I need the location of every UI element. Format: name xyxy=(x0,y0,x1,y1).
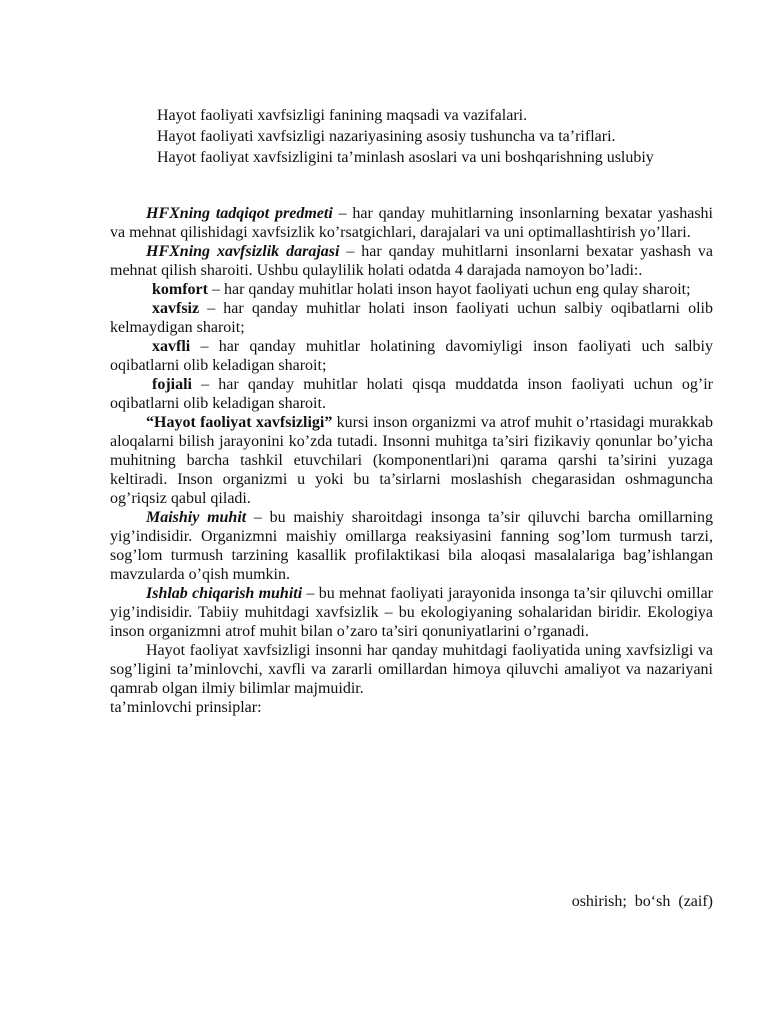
term: xavfli xyxy=(152,338,191,355)
paragraph-fojiali xyxy=(110,375,713,413)
topic-line: Hayot faoliyati xavfsizligi fanining maqsadi va vazifalari. xyxy=(157,107,528,124)
term: komfort xyxy=(152,281,208,298)
paragraph-production-environment xyxy=(110,584,713,641)
definition: – har qanday muhitlarning insonlarning bexatar yashashi va mehnat qilishidagi xavfsizlik ko’rsatgichlari, darajalari va uni optimallashtirish yo’llari. xyxy=(110,205,713,241)
paragraph-research-subject xyxy=(110,204,713,242)
paragraph-safety-level xyxy=(110,242,713,280)
document-body xyxy=(110,204,713,717)
term: HFXning xavfsizlik darajasi xyxy=(146,243,340,260)
definition: – har qanday muhitlar holatining davomiyligi inson faoliyati uch salbiy oqibatlarni olib keladigan sharoit; xyxy=(110,338,713,374)
paragraph-definition-hfx xyxy=(110,641,713,698)
term: HFXning tadqiqot predmeti xyxy=(146,205,333,222)
term: xavfsiz xyxy=(152,300,200,317)
term: fojiali xyxy=(152,376,192,393)
definition: – bu maishiy sharoitdagi insonga ta’sir qiluvchi barcha omillarning yig’indisidir. Organizmni maishiy omillarga reaksiyasini fanning sog’lom turmush tarzi, sog’lom turmush tarzining kasallik profilaktikasi bila aloqasi masalalariga bag’ishlangan mavzularda o’qish mumkin. xyxy=(110,509,713,583)
term: Maishiy muhit xyxy=(146,509,247,526)
definition: – bu mehnat faoliyati jarayonida insonga ta’sir qiluvchi omillar yig’indisidir. Tabiiy muhitdagi xavfsizlik – bu ekologiyaning sohalaridan biridir. Ekologiya inson organizmni atrof muhit bilan o’zaro ta’siri qonuniyatlarini o’rganadi. xyxy=(110,585,713,640)
footer-text: oshirish; bo‘sh (zaif) xyxy=(571,893,713,910)
paragraph-text: Hayot faoliyat xavfsizligi insonni har qanday muhitdagi faoliyatida uning xavfsizligi va sog’ligini ta’minlovchi, xavfli va zararli omillardan himoya qiluvchi amaliyot va nazariyani qamrab olgan ilmiy bilimlar majmuidir. xyxy=(110,642,713,697)
definition: – har qanday muhitlar holati inson hayot faoliyati uchun eng qulay sharoit; xyxy=(207,281,691,298)
paragraph-principles xyxy=(110,698,713,717)
definition: – har qanday muhitlarni insonlarni bexatar yashash va mehnat qilish sharoiti. Ushbu qulaylilik holati odatda 4 darajada namoyon bo’ladi:. xyxy=(110,243,713,279)
paragraph-domestic-environment xyxy=(110,508,713,584)
definition: – har qanday muhitlar holati qisqa muddatda inson faoliyati uchun og’ir oqibatlarni olib keladigan sharoit. xyxy=(110,376,713,412)
term: Ishlab chiqarish muhiti xyxy=(146,585,303,602)
paragraph-text: ta’minlovchi prinsiplar: xyxy=(110,699,262,716)
topic-list xyxy=(157,105,737,168)
definition: – har qanday muhitlar holati inson faoliyati uchun salbiy oqibatlarni olib kelmaydigan sharoit; xyxy=(110,300,713,336)
paragraph-course xyxy=(110,413,713,508)
paragraph-xavfli xyxy=(110,337,713,375)
topic-line: Hayot faoliyati xavfsizligi nazariyasining asosiy tushuncha va ta’riflari. xyxy=(157,128,616,145)
paragraph-komfort xyxy=(110,280,713,299)
definition: kursi inson organizmi va atrof muhit o’rtasidagi murakkab aloqalarni bilish jarayonini ko’zda tutadi. Insonni muhitga ta’siri fizikaviy qonunlar bo’yicha muhitning barcha tashkil etuvchilari (komponentlari)ni qarama qarshi ta’sirini yuzaga keltiradi. Inson organizmi u yoki bu ta’sirlarni moslashish chegarasidan oshmaguncha og’riqsiz qabul qiladi. xyxy=(110,414,713,507)
term: “Hayot faoliyat xavfsizligi” xyxy=(146,414,333,431)
topic-line: Hayot faoliyat xavfsizligini ta’minlash asoslari va uni boshqarishning uslubiy xyxy=(157,149,654,166)
paragraph-xavfsiz xyxy=(110,299,713,337)
